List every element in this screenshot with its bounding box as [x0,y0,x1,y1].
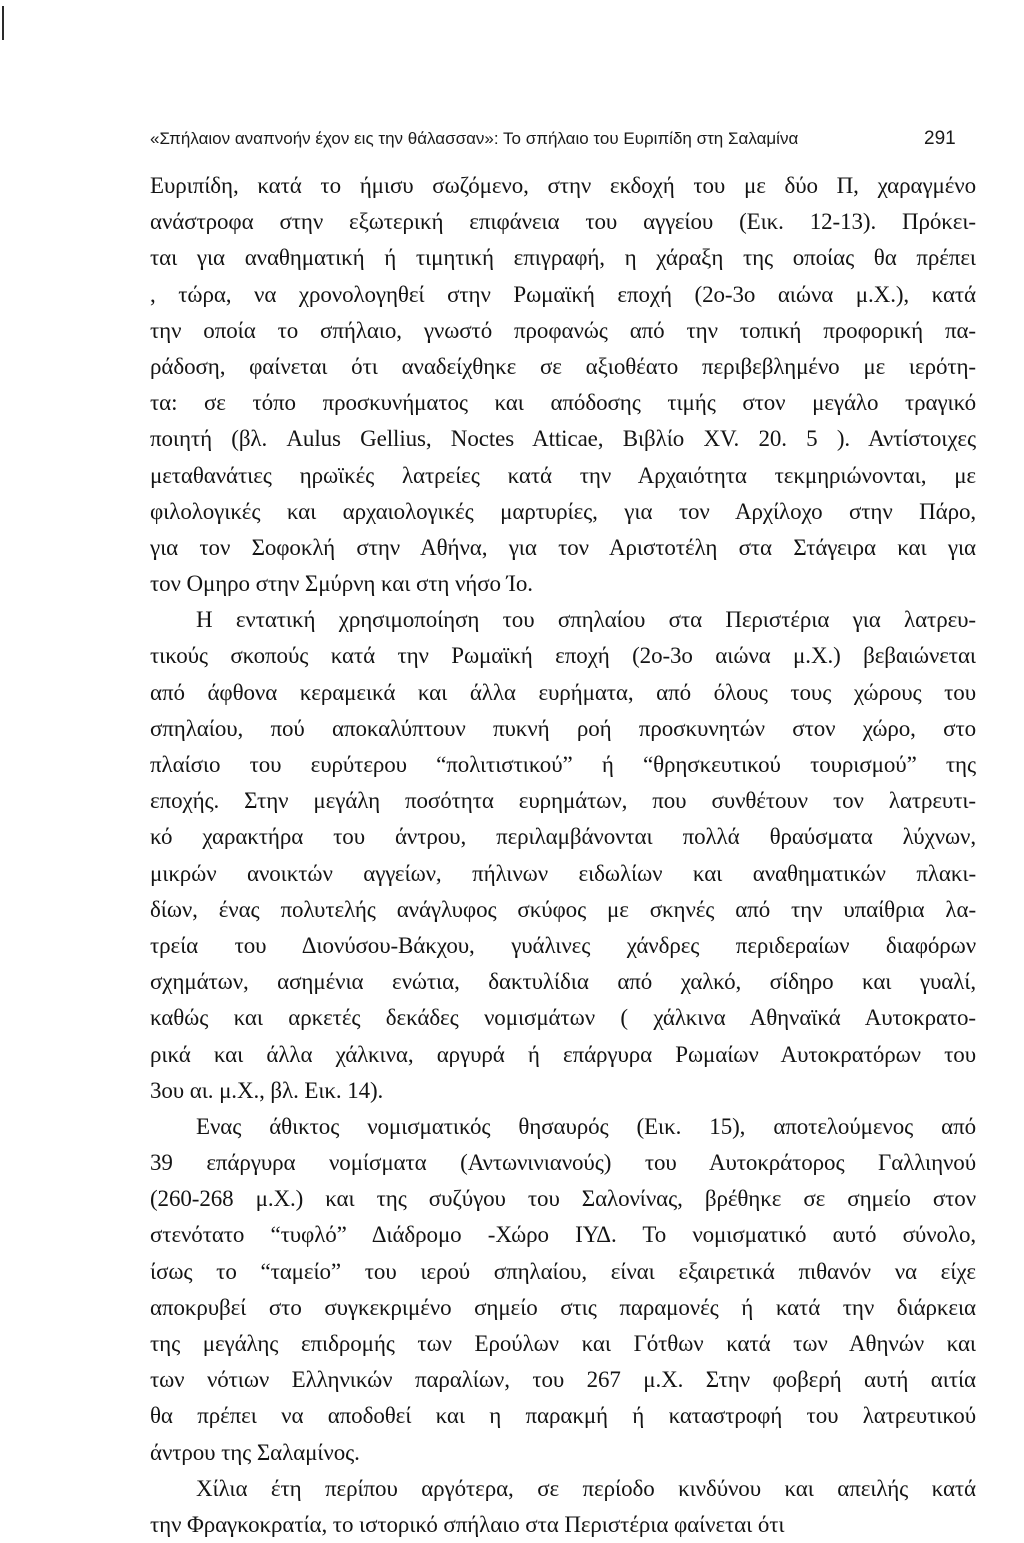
text-line: μικρών ανοικτών αγγείων, πήλινων ειδωλίων και αναθηματικών πλακι- [150,860,976,886]
text-line: εποχής. Στην μεγάλη ποσότητα ευρημάτων, που συνθέτουν τον λατρευτι- [150,788,976,814]
text-line: θα πρέπει να αποδοθεί και η παρακμή ή καταστροφή του λατρευτικού [150,1403,976,1429]
text-line: , τώρα, να χρονολογηθεί στην Ρωμαϊκή εποχή (2ο-3ο αιώνα μ.Χ.), κατά [150,281,976,307]
text-line: τα: σε τόπο προσκυνήματος και απόδοσης τιμής στον μεγάλο τραγικό [150,390,976,416]
text-line: για τον Σοφοκλή στην Αθήνα, για τον Αριστοτέλη στα Στάγειρα και για [150,534,976,560]
text-line: Ενας άθικτος νομισματικός θησαυρός (Εικ. 15), αποτελούμενος από [196,1113,976,1139]
paragraph [150,168,976,602]
paragraph [150,602,976,1109]
text-line: στενότατο “τυφλό” Διάδρομο -Χώρο ΙΥΔ. Το νομισματικό αυτό σύνολο, [150,1222,976,1248]
text-line: ράδοση, φαίνεται ότι αναδείχθηκε σε αξιοθέατο περιβεβλημένο με ιερότη- [150,353,976,379]
text-line: κό χαρακτήρα του άντρου, περιλαμβάνονται πολλά θραύσματα λύχνων, [150,824,976,850]
text-line: 39 επάργυρα νομίσματα (Αντωνινιανούς) του Αυτοκράτορος Γαλλιηνού [150,1150,976,1176]
text-line: Η εντατική χρησιμοποίηση του σπηλαίου στα Περιστέρια για λατρευ- [196,607,976,633]
text-line: σχημάτων, ασημένια ενώτια, δακτυλίδια από χαλκό, σίδηρο και γυαλί, [150,969,976,995]
text-line: άντρου της Σαλαμίνος. [150,1439,360,1465]
text-line: την Φραγκοκρατία, το ιστορικό σπήλαιο στα Περιστέρια φαίνεται ότι [150,1511,785,1537]
text-line: καθώς και αρκετές δεκάδες νομισμάτων ( χάλκινα Αθηναϊκά Αυτοκρατο- [150,1005,976,1031]
text-line: Χίλια έτη περίπου αργότερα, σε περίοδο κινδύνου και απειλής κατά [196,1475,976,1501]
paragraph [150,1471,976,1543]
scan-edge-mark [2,6,4,40]
text-line: σπηλαίου, πού αποκαλύπτουν πυκνή ροή προσκυνητών στον χώρο, στο [150,715,976,741]
text-line: ρικά και άλλα χάλκινα, αργυρά ή επάργυρα Ρωμαίων Αυτοκρατόρων του [150,1041,976,1067]
text-line: από άφθονα κεραμεικά και άλλα ευρήματα, από όλους τους χώρους του [150,679,976,705]
running-head: «Σπήλαιον αναπνοήν έχον εις την θάλασσαν»: Το σπήλαιο του Ευριπίδη στη Σαλαμίνα [150,129,799,148]
text-line: ίσως το “ταμείο” του ιερού σπηλαίου, είναι εξαιρετικά πιθανόν να είχε [150,1258,976,1284]
text-line: της μεγάλης επιδρομής των Ερούλων και Γότθων κατά των Αθηνών και [150,1331,976,1356]
text-line: των νότιων Ελληνικών παραλίων, του 267 μ.Χ. Στην φοβερή αυτή αιτία [150,1367,976,1393]
text-line: ανάστροφα στην εξωτερική επιφάνεια του αγγείου (Εικ. 12-13). Πρόκει- [150,209,976,235]
text-line: πλαίσιο του ευρύτερου “πολιτιστικού” ή “θρησκευτικού τουρισμού” της [150,752,976,777]
text-line: ποιητή (βλ. Aulus Gellius, Noctes Atticae, Βιβλίο XV. 20. 5 ). Αντίστοιχες [150,426,976,452]
text-line: τρεία του Διονύσου-Βάκχου, γυάλινες χάνδρες περιδεραίων διαφόρων [150,932,976,958]
text-line: δίων, ένας πολυτελής ανάγλυφος σκύφος με σκηνές από την υπαίθρια λα- [150,896,976,922]
text-line: αποκρυβεί στο συγκεκριμένο σημείο στις παραμονές ή κατά την διάρκεια [150,1294,976,1320]
text-line: Ευριπίδη, κατά το ήμισυ σωζόμενο, στην εκδοχή του με δύο Π, χαραγμένο [150,173,976,198]
text-line: μεταθανάτιες ηρωϊκές λατρείες κατά την Αρχαιότητα τεκμηριώνονται, με [150,462,976,488]
text-line: 3ου αι. μ.Χ., βλ. Εικ. 14). [150,1077,384,1103]
text-line: ται για αναθηματική ή τιμητική επιγραφή, η χάραξη της οποίας θα πρέπει [150,245,976,271]
page-number: 291 [924,128,956,149]
text-line: τικούς σκοπούς κατά την Ρωμαϊκή εποχή (2ο-3ο αιώνα μ.Χ.) βεβαιώνεται [150,643,976,669]
text-line: την οποία το σπήλαιο, γνωστό προφανώς από την τοπική προφορική πα- [150,317,976,343]
body-text [150,168,976,1543]
paragraph [150,1109,976,1471]
text-line: τον Ομηρο στην Σμύρνη και στη νήσο Ίο. [150,571,533,597]
text-line: (260-268 μ.Χ.) και της συζύγου του Σαλονίνας, βρέθηκε σε σημείο στον [150,1186,976,1212]
text-line: φιλολογικές και αρχαιολογικές μαρτυρίες, για τον Αρχίλοχο στην Πάρο, [150,498,976,524]
